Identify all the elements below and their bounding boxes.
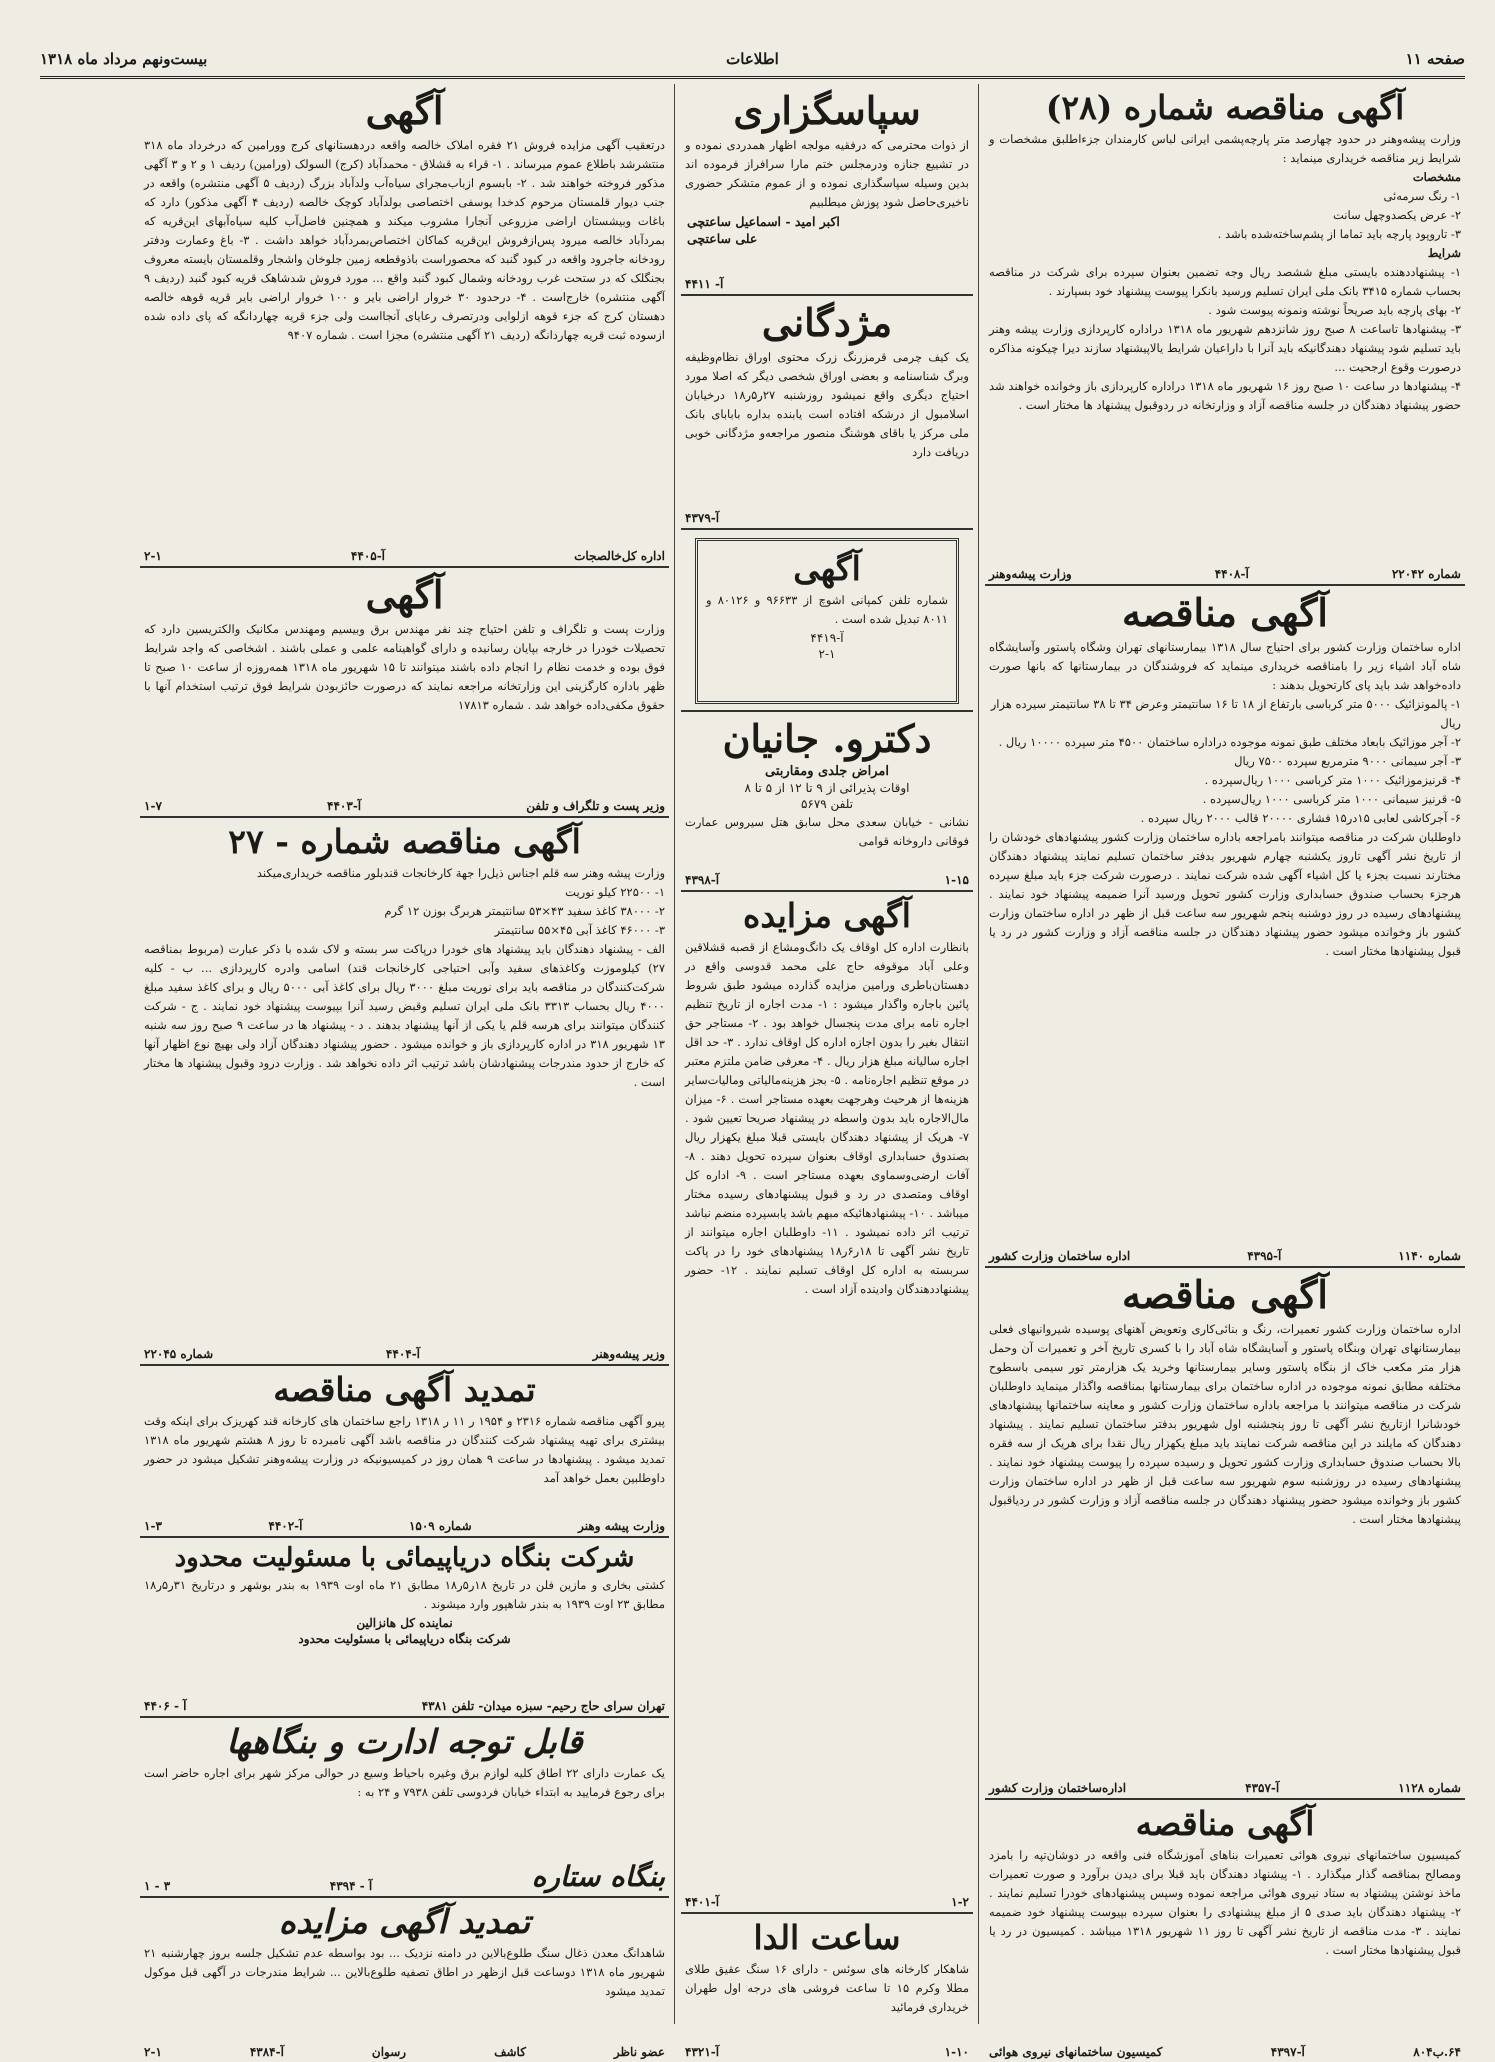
condition-item: ۱- پیشنهاددهنده بایستی مبلغ ششصد ریال وجه تضمین بعنوان سپرده برای شرکت در مناقصه بحساب شماره ۳۴۱۵ بانک ملی ایران تسلیم ورسید بانکرا پیوست پیشنهاد خود بسپارند .	[989, 265, 1461, 298]
ad-footer	[685, 2045, 969, 2059]
ad-doctor	[681, 712, 973, 892]
ad-body: بانظارت اداره کل اوقاف یک دانگ‌ومشاع از قصبه قشلاقین وعلی آباد موقوفه حاج علی محمد قدوسی واقع در دهستان‌باطری ورامین مزایده گذارده میشود طبق شروط پائین باجاره واگذار میشود : ۱- مدت اجاره از تاریخ تنظیم اجاره نامه برای مدت پنجسال خواهد بود . ۲- مستاجر حق انتقال بغیر را بدون اجازه اداره کل اوقاف ندارد . ۳- حد اقل اجاره سالیانه مبلغ هزار ریال . ۴- معرفی ضامن ملتزم معتبر در موقع تنظیم اجاره‌نامه . ۵- بجز هزینه‌مالیاتی ومالیات‌سایر هزینه‌ها از هرحیث وهرجهت بعهده مستاجر است . ۶- میزان مال‌الاجاره باید بدون واسطه در پیشنهاد صریحا تعیین شود . ۷- هریک از پیشنهاد دهندگان بایستی قبلا مبلغ یکهزار ریال بصندوق حسابداری اوقاف بعنوان سپرده تحویل دهند . ۸- آفات ارضی‌وسماوی بعهده مستاجر است . ۹- اداره کل اوقاف ومتصدی در رد و قبول پیشنهادهای رسیده مختار میباشد . ۱۰- پیشنهادهائیکه مبهم باشد یابسپرده منضم نباشد ترتیب اثر داده نمیشود . ۱۱- داوطلبان اجاره میتوانند از تاریخ نشر آگهی تا ۱۸ر۶ر۱۸ پیشنهادهای خود را در پاکت سربسته به اداره کل اوقاف تسلیم نمایند . ۱۲- حضور پیشنهاددهندگان وادینده آزاد است .	[685, 940, 970, 1296]
signature: رسوان	[371, 2045, 407, 2059]
ad-code: آ-۴۳۹۵	[1247, 1249, 1282, 1263]
item: ۵- قرنیز سیمانی ۱۰۰۰ متر کرباسی ۱۰۰۰ ریال‌سپرده .	[1202, 792, 1461, 806]
ad-code: آ-۴۴۰۲	[268, 1519, 303, 1533]
spec-item: ۳- تاروپود پارچه باید تماما از پشم‌ساخته‌شده باشد .	[1217, 227, 1461, 241]
ad-org: وزیر پست و تلگراف و تلفن	[526, 799, 665, 813]
item: ۱- ۲۲۵۰۰ کیلو نوریت	[565, 885, 665, 899]
column-rule	[674, 84, 675, 2024]
ad-renew-tender	[140, 1366, 669, 1538]
ad-code: آ-۴۳۷۹	[685, 511, 720, 525]
ad-org: وزارت پیشه وهنر	[578, 1519, 665, 1533]
ad-code: آ-۴۳۹۸	[685, 873, 720, 887]
ad-body: وزارت پست و تلگراف و تلفن احتیاج چند نفر مهندس برق وبیسیم ومهندس مکانیک والکتریسین دارد که تحصیلات خودرا در خارجه بپایان رسانیده و دارای گواهینامه علمی و عملی باشند . اشخاصی که واجد شرایط فوق بوده و خدمت نظام را انجام داده باشند میتوانند تا ۱۵ شهریور ماه ۱۳۱۸ همه‌روزه از ساعت ۱۰ صبح تا ظهر باداره کارگزینی این وزارتخانه مراجعه نمایند که درصورت حائزبودن شرایط فوق ترتیب استخدام آنها با حقوق مکفی‌داده خواهد شد . شماره ۱۷۸۱۳	[144, 622, 665, 712]
ad-footer	[144, 2045, 665, 2059]
ad-body: اداره ساختمان وزارت کشور تعمیرات، رنگ و بنائی‌کاری وتعویض آهنهای پوسیده شیروانیهای فعلی بیمارستانهای تهران وبنگاه پاستور و آسایشگاه شاه آباد را با کسری تاریخ آخر و تعمیرات آن وحمل هزار متر مکعب خاک از بنگاه پاستور وسایر بیمارستانها وخرید یک هزارمتر تور سیمی باسطوح مختلفه مطابق نمونه موجوده در اداره ساختمان برای بیمارستانها بمناقصه واگذار مینماید داوطلبان شرکت در مناقصه میتوانند با مراجعه باداره ساختمان وزارت کشور و معاینه ساختمانها پیشنهادهای خودشانرا ازتاریخ نشر آگهی تا روز پنجشنبه اول شهریور بدفتر ساختمان تسلیم نمایند . پیشنهاد دهندگان که مایلند در این مناقصه شرکت نمایند باید مبلغ یکهزار ریال نقدا برای هریک از سه فقره بالا بحساب صندوق حسابداری وزارت کشور تحویل و رسیده سپرده را پیوست پیشنهاد خود نمایند . پیشنهادهای رسیده در روزشنبه سوم شهریور سه ساعت قبل از ظهر در اداره ساختمان وزارت کشور باز وخوانده میشود حضور پیشنهاد دهندگان در جلسه مناقصه آزاد و وزارت کشور در ردیاقبول پیشنهادها مختار است .	[989, 1322, 1461, 1526]
ad-intro: وزارت پیشه وهنر سه قلم اجناس ذیل‌را جهة کارخانجات قندبلور مناقصه خریداری‌میکند	[256, 866, 665, 880]
ad-body: شاهکار کارخانه های سوئس - دارای ۱۶ سنگ عقیق طلای مطلا وکرم ۱۵ تا ساعت فروشی های درجه اول طهران خریداری فرمائید	[685, 1962, 969, 2014]
ad-number: شماره ۲۲۰۴۲	[1391, 567, 1461, 581]
office-hours: اوقات پذیرائی از ۹ تا ۱۲ از ۵ تا ۸	[744, 781, 910, 795]
ad-title: دکترو. جانیان	[722, 716, 932, 761]
condition-item: ۴- پیشنهادها در ساعت ۱۰ صبح روز ۱۶ شهریور ماه ۱۳۱۸ دراداره کارپردازی باز وخوانده خواهند شد حضور پیشنهاد دهندگان در جلسه مناقصه آزاد و وزارتخانه در ردوقبول پیشنهاد ها مختار است .	[989, 379, 1461, 412]
ad-title: آگهی	[365, 88, 444, 133]
ad-body: کمیسیون ساختمانهای نیروی هوائی تعمیرات بناهای آموزشگاه فنی واقعه در دوشان‌تپه را بامزد ومصالح بمناقصه گذار میگذارد . ۱- پیشنهاد دهندگان باید قبلا برای دیدن برآورد و صورت تعمیرات ماخذ نوشتن پیشنهاد به ستاد نیروی هوائی مراجعه نموده وسپس پیشنهادهای خودرا تسلیم نمایند . ۲- پیشنهاد دهندگان باید صدی ۵ از مبلغ پیشنهادی را بعنوان سپرده بپیوست پیشنهاد خود ضمیمه نمایند . ۳- مدت مناقصه از تاریخ نشر آگهی تا روز ۱۱ شهریور ۱۳۱۸ میباشد . کمیسیون در رد یا قبول پیشنهادها مختار است .	[989, 1848, 1462, 1957]
ad-title: قابل توجه ادارت و بنگاهها	[226, 1722, 583, 1761]
ad-org: کمیسیون ساختمانهای نیروی هوائی	[989, 2045, 1163, 2059]
ad-tender-27	[140, 818, 669, 1366]
newspaper-name: اطلاعات	[726, 50, 779, 68]
brand: بنگاه ستاره	[531, 1860, 665, 1893]
ad-number: ۶۴.ب۸۰۴	[1413, 2045, 1461, 2059]
ad-code: آ-۴۴۱۹	[810, 631, 844, 645]
column-right	[985, 84, 1465, 2059]
ad-ref: ۲-۱	[818, 647, 836, 661]
spec-item: ۲- عرض یکصدوچهل سانت	[1332, 208, 1461, 222]
ad-title: آگهی مناقصه شماره (۲۸)	[1045, 88, 1405, 127]
issue-date: بیست‌ونهم مرداد ماه ۱۳۱۸	[40, 50, 208, 68]
ad-title: تمدید آگهی مناقصه	[273, 1370, 536, 1409]
ad-code: آ-۴۳۹۷	[1270, 2045, 1305, 2059]
ad-title: مژدگانی	[761, 300, 893, 345]
ad-footer	[685, 277, 969, 291]
signature: اکبر امید - اسماعیل ساعتچی	[687, 214, 840, 229]
ad-thanks	[681, 84, 973, 296]
ad-footer	[989, 1781, 1461, 1795]
ad-title: آگهی مزایده	[743, 896, 911, 935]
ad-ref: ۱-۱۵	[944, 873, 969, 887]
ad-shipping	[140, 1538, 669, 1718]
ad-number: شماره ۱۱۴۰	[1398, 1249, 1461, 1263]
item: ۳- آجر سیمانی ۹۰۰۰ مترمربع سپرده ۷۵۰۰ ریال	[1234, 754, 1461, 768]
ad-land-sale	[140, 84, 669, 568]
ad-ref: ۱-۲	[951, 1895, 969, 1909]
company: شرکت بنگاه دریاپیمائی با مسئولیت محدود	[298, 1632, 511, 1646]
ad-body: پیرو آگهی مناقصه شماره ۲۳۱۶ و ۱۹۵۴ ر ۱۱ ر ۱۳۱۸ راجع ساختمان های کارخانه قند کهریزک برای اینکه وقت بیشتری برای تهیه پیشنهاد شرکت کنندگان در مناقصه باشد آگهی نامبرده تا روز ۸ هشتم شهریور ماه ۱۳۱۸ تمدید میشود . پیشنهاد‌ها در ساعت ۹ همان روز در کمیسیونیکه در وزارت پیشه‌وهنر تشکیل میشود در حضور داوطلبین بعمل خواهد آمد	[144, 1414, 665, 1485]
ad-sitara	[140, 1718, 669, 1898]
item: ۳- ۴۶۰۰۰ کاغذ آبی ۴۵×۵۵ سانتیمتر	[494, 923, 665, 937]
ad-org: اداره‌ساختمان وزارت کشور	[989, 1781, 1127, 1795]
ad-body: درتعقیب آگهی مزایده فروش ۲۱ فقره املاک خالصه واقعه دردهستانهای کرج وورامین که درخرداد ماه ۳۱۸ منتشرشد باطلاع عموم میرساند . ۱- قراء به قشلاق - محمدآباد (کرج) السولک (ورامین) ردیف ۱ و ۲ و ۳ آگهی مذکور فروخته خواهند شد . ۲- بابسوم ازباب‌مجرای سیاه‌آب ولدآباد بزرگ (ردیف ۵ آگهی منتشره) واقعه در جنب دیوار قلمستان مرحوم کدخدا یوسفی اختصاصی بولدآباد کوچک خالصه (ردیف ۴ آگهی مذکور) دارد که باغات وبیشستان اراضی مزروعی آنجارا مشروب میکند و همچنین فاصل‌آب کلیه سیاه‌آبهای این‌قریه که بمردآباد خالصه میرود پس‌ازفروش این‌قریه کماکان اختصاص‌بمردآباد خواهد داشت . ۳- باغ وعمارت ودفتر رودخانه جاجرود واقعه در کبود گنبد که محصوراست باذوقطعه زمین جلوخان واشجار وقلمستان بایسته معروف بجنگلک که در ستحت غرب رودخانه وشمال کبود گنبد واقع ... مورد فروش شدشاهک قریه کبود گنبد (ردیف ۹ آگهی منتشره) خارج‌است . ۴- درحدود ۳۰ خروار اراضی بایر و ۱۰۰ خروار اراضی بایر قریه قوهه خالصه دهستان کرج که جزء قوهه ازلوایی ودرتصرف رعایای آنجااست ولی جزء قریه چهاردانگه که پای داده شده ازسوده ثبت قریه چهاردانگه (ردیف ۲۱ آگهی منتشره) مجزا است . شماره ۹۴۰۷	[144, 138, 665, 342]
address: تهران سرای حاج رحیم- سبزه میدان- تلفن ۴۳۸۱	[421, 1699, 665, 1713]
ad-post-telegraph	[140, 568, 669, 818]
ad-ref: ۲-۱	[144, 2045, 162, 2059]
signature: علی ساعتچی	[687, 231, 758, 246]
item: ۶- آجرکاشی لعابی ۱۵در۱۵ فشاری ۲۰۰۰۰ قالب ۲۰۰۰ ریال سپرده .	[1140, 811, 1461, 825]
item: ۲- آجر موزائیک بابعاد مختلف طبق نمونه موجوده دراداره ساختمان ۴۵۰۰ متر سپرده ۱۰۰۰۰ ریال .	[998, 735, 1461, 749]
ad-title: آگهی مناقصه	[1122, 1272, 1328, 1317]
item: ۱- پالمونزائیک ۵۰۰۰ متر کرباسی بارتفاع از ۱۸ تا ۱۶ سانتیمتر وعرض ۳۴ تا ۳۸ سانتیمتر سیرده هزار ریال	[990, 697, 1461, 730]
spec-heading: مشخصات	[1412, 170, 1461, 184]
specialty: امراض جلدی ومقاربتی	[765, 764, 889, 779]
ad-tender-28	[985, 84, 1465, 586]
ad-title: ساعت الدا	[753, 1918, 901, 1957]
ad-code: آ-۴۴۰۳	[327, 799, 362, 813]
ad-tender-interior-2	[985, 1268, 1465, 1800]
ad-body: الف - پیشنهاد دهندگان باید پیشنهاد های خودرا درپاکت سر بسته و لاک شده با ذکر عبارت (مربوط بمناقصه ۲۷) کیلوموزت وکاغذهای سفید وآبی احتیاجی کارخانجات قند) اسامی وادره کارپردازی ... ب - کلیه شرکت‌کنندگان در مناقصه باید برای نوریت مبلغ ۳۰۰۰ ریال برای کاغذ آبی ۵۰۰۰ ریال و برای کاغذ سفید مبلغ ۴۰۰۰ ریال بحساب ۳۳۱۳ بانک ملی ایران تسلیم وقبض رسید آنرا بپیوست پیشنهاد خود نمایند . ج - شرکت کنندگان میتوانند برای هرسه قلم یا یکی از آنها پیشنهاد بدهند . د - پیشنهاد ها در ساعت ۹ صبح روز سه شنبه ۱۳ شهریور ۳۱۸ در اداره کارپردازی باز و خوانده میشود . حضور پیشنهاد دهندگان آزاد ولی بهیچ نوع اظهار آنها که خارج از حدود مندرجات پیشنهادشان باشد ترتیب اثر داده نخواهد شد . وزارت درود وقبول پیشنهاد ها مختار است .	[144, 942, 666, 1089]
ad-auction	[681, 892, 973, 1914]
ad-org: وزارت پیشه‌وهنر	[989, 567, 1072, 581]
ad-body: شماره تلفن کمپانی اشوچ از ۹۶۶۳۳ و ۸۰۱۲۶ و ۸۰۱۱ تبدیل شده است .	[706, 593, 948, 626]
page-number: صفحه ۱۱	[1405, 50, 1465, 68]
ad-footer	[989, 567, 1461, 581]
ad-number: شماره ۲۲۰۴۵	[144, 1347, 214, 1361]
ad-tender-airforce	[985, 1800, 1465, 2062]
ad-reward	[681, 296, 973, 530]
ad-code: آ - ۴۴۰۶	[144, 1699, 187, 1713]
item: ۲- ۳۸۰۰۰ کاغذ سفید ۴۳×۵۳ سانتیمتر هربرگ بوزن ۱۲ گرم	[384, 904, 665, 918]
ad-code: آ-۴۳۸۴	[249, 2045, 284, 2059]
item: ۴- قرنیزموزائیک ۱۰۰۰ متر کرباسی ۱۰۰۰ ریال‌سپرده .	[1204, 773, 1461, 787]
ad-footer	[144, 799, 665, 813]
address: نشانی - خیابان سعدی محل سابق هتل سیروس عمارت فوقانی داروخانه قوامی	[685, 815, 969, 848]
signature: عضو ناظر	[613, 2045, 665, 2059]
ad-ref: ۲-۱	[144, 549, 162, 563]
ad-title: آگهی مناقصه شماره - ۲۷	[228, 822, 581, 861]
phone: تلفن ۵۶۷۹	[800, 797, 854, 811]
ad-code: آ-۴۴۰۵	[350, 549, 386, 563]
ad-ref: ۱-۷	[144, 799, 162, 813]
ad-code: آ- ۴۴۱۱	[685, 277, 724, 291]
ad-footer	[989, 1249, 1461, 1263]
ad-code: آ-۴۳۲۱	[685, 2045, 720, 2059]
ad-title: سپاسگزاری	[733, 88, 921, 133]
agent: نماینده کل هانزالین	[356, 1616, 453, 1630]
ad-title: آگهی	[365, 572, 444, 617]
ad-number: شماره ۱۱۲۸	[1398, 1781, 1461, 1795]
ad-org: وزیر پیشه‌وهنر	[592, 1347, 665, 1361]
ad-footer	[685, 873, 969, 887]
ad-intro: وزارت پیشه‌وهنر در حدود چهارصد متر پارچه‌پشمی ایرانی لباس کارمندان جزءاطلبق مشخصات و شرایط زیر مناقصه خریداری مینماید :	[989, 132, 1461, 165]
ad-code: آ-۴۴۰۸	[1214, 567, 1249, 581]
ad-body: یک عمارت دارای ۲۲ اطاق کلیه لوازم برق وغیره باحیاط وسیع در حوالی مرکز شهر برای اجاره حاضر است برای رجوع فرمایید به ابتداء خیابان فردوسی تلفن ۷۹۳۸ و ۲۴ به :	[144, 1766, 666, 1799]
ad-footer	[144, 1347, 665, 1361]
ad-ref: ۱-۳	[144, 1519, 162, 1533]
condition-item: ۳- پیشنهادها تاساعت ۸ صبح روز شانزدهم شهریور ماه ۱۳۱۸ دراداره کارپردازی وزارت پیشه وهنر باید تسلیم شود پیشنهاد دهندگانیکه باید آنرا با داراعیان شرایط یالاپیشنهاد سازند دیرا چیکونه مذاکره درصورت وقوع ارجحیت ...	[989, 322, 1461, 374]
ad-body: یک کیف چرمی قرمزرنگ زرک محتوی اوراق نظام‌وظیفه وبرگ شناسنامه و بعضی اوراق شخصی دیگر که اصلا مورد احتیاج دیگری واقع نمیشود روزشنبه ۲۷ر۵ر۱۸ درخیابان اسلامبول از درشکه افتاده است یابنده بداره بابابای بانک ملی مرکز یا باقای هوشنگ منصور مراجعه‌و مژدگانی خوبی دریافت دارد	[685, 350, 969, 459]
ad-footer	[144, 1860, 665, 1893]
ad-code: آ-۴۳۵۷	[1245, 1781, 1280, 1795]
ad-footer	[989, 2045, 1461, 2059]
ad-ref: ۳ - ۱	[144, 1879, 171, 1893]
newspaper-page	[40, 46, 1465, 2059]
ad-code: آ - ۴۳۹۴	[329, 1879, 373, 1893]
ad-footer	[685, 1895, 969, 1909]
ad-body: شاهدانگ معدن ذغال سنگ طلوع‌بالاین در دامنه نزدیک ... بود بواسطه عدم تشکیل جلسه بروز چهارشنبه ۲۱ شهریور ماه ۱۳۱۸ دوساعت قبل ازظهر در اطاق تصفیه طلوع‌بالاین ... شرایط مندرجات در آگهی قبل موکول تمدید میشود	[144, 1946, 665, 1998]
ad-title: آگهی مناقصه	[1135, 1804, 1315, 1843]
ad-org: اداره کل‌خالصجات	[574, 549, 665, 563]
ad-title: شرکت بنگاه دریاپیمائی با مسئولیت محدود	[174, 1543, 635, 1573]
ad-body: کشتی بخاری و مازین فلن در تاریخ ۱۸ر۵ر۱۸ مطابق ۲۱ ماه اوت ۱۹۳۹ به بندر بوشهر و درتاریخ ۳۱ر۵ر۱۸ مطابق ۲۳ اوت ۱۹۳۹ به بندر شاهپور وارد میشوند .	[144, 1578, 666, 1611]
column-rule	[978, 84, 979, 2024]
ad-title: آگهی	[793, 549, 861, 588]
column-left	[140, 84, 669, 2059]
ad-body: از ذوات محترمی که درفقیه مولجه اظهار همدردی نموده و در تشییع جنازه ودرمجلس ختم مارا سرافراز فرموده اند بدین وسیله سپاسگذاری نموده و از عموم متشکر حضوری ناخیری‌حاصل شود پوزش میطلبیم	[685, 138, 969, 209]
ornamental-frame	[695, 538, 959, 704]
column-middle	[681, 84, 973, 2059]
ad-tender-interior-1	[985, 586, 1465, 1268]
ad-code: آ-۴۴۰۱	[685, 1895, 720, 1909]
ad-org: اداره ساختمان وزارت کشور	[989, 1249, 1131, 1263]
ad-phone-notice	[681, 530, 973, 712]
ad-code: آ-۴۴۰۴	[385, 1347, 421, 1361]
ad-title: تمدید آگهی مزایده	[278, 1902, 531, 1941]
ad-body: داوطلبان شرکت در مناقصه میتوانند بامراجعه باداره ساختمان وزارت کشور پیشنهادهای خودشان را از تاریخ نشر آگهی تاروز یکشنبه چهارم شهریور بدفتر ساختمان تسلیم نمایند پیشنهاد دهندگان مختارند نسبت بجزء یا کل اشیاء آگهی شده شرکت نمایند . درصورت شرکت جزء باید مبلغ سپرده هرجزء بحساب صندوق حسابداری وزارت کشور تحویل ورسید آنرا ضمیمه پیشنهاد خود نمایند . پیشنهادهای رسیده در روز دوشنبه پنجم شهریور سه ساعت قبل از ظهر در اداره ساختمان وزارت کشور باز وخوانده میشود حضور پیشنهاد دهندگان در جلسه مناقصه آزاد و وزارت کشور در رد یا قبول پیشنهادها مختار است .	[989, 830, 1461, 958]
ad-ref: ۱-۱۰	[944, 2045, 969, 2059]
signature: کاشف	[494, 2045, 526, 2059]
ad-footer	[685, 511, 969, 525]
conditions-heading: شرایط	[1427, 246, 1461, 260]
spec-item: ۱- رنگ سرمه‌ئی	[1383, 189, 1461, 203]
ad-renew-auction	[140, 1898, 669, 2062]
ad-watch	[681, 1914, 973, 2062]
ad-footer	[144, 1519, 665, 1533]
ad-number: شماره ۱۵۰۹	[408, 1519, 472, 1533]
ad-title: آگهی مناقصه	[1122, 590, 1328, 635]
ad-intro: اداره ساختمان وزارت کشور برای احتیاج سال ۱۳۱۸ بیمارستانهای تهران وشگاه پاستور وآسایشگاه شاه آباد اشیاء زیر را بامناقصه خریداری مینماید که فروشندگان در بیمارستانها که بانها صورت داده‌خواهد شد باید پای کارتحویل بدهند :	[989, 640, 1461, 692]
ad-footer	[144, 549, 665, 563]
ad-footer	[144, 1699, 665, 1713]
condition-item: ۲- بهای پارچه باید صریحاً نوشته ونمونه پیوست شود .	[1208, 303, 1461, 317]
